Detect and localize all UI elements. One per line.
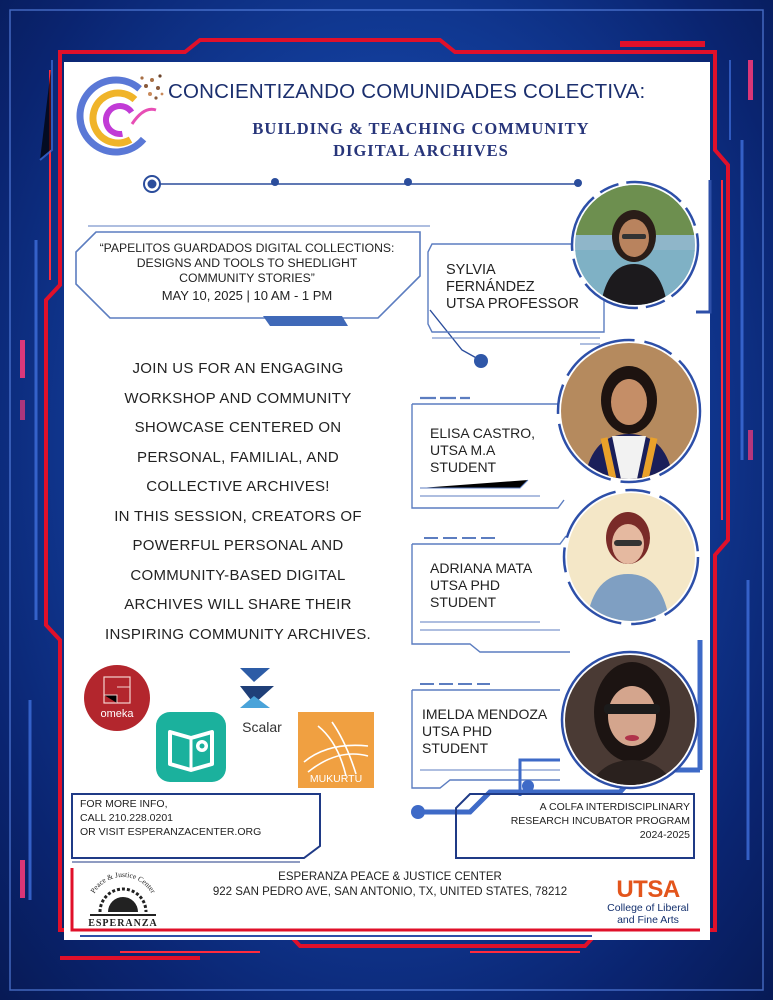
speaker-3-line-1: ADRIANA MATA [430, 560, 533, 576]
footer-street: 922 SAN PEDRO AVE, SAN ANTONIO, TX, UNITED STATES, 78212 [212, 886, 568, 898]
speaker-4-line-2: UTSA PHD [422, 723, 493, 739]
description-line: POWERFUL PERSONAL AND [132, 537, 344, 554]
info-phone: CALL 210.228.0201 [80, 812, 174, 824]
program-line-2: RESEARCH INCUBATOR PROGRAM [510, 815, 690, 827]
speaker-2-name [430, 425, 535, 476]
session-line-3: COMMUNITY STORIES” [179, 271, 315, 285]
speaker-1-name [446, 262, 579, 313]
program-years: 2024-2025 [639, 829, 690, 841]
speaker-4-photo [560, 650, 700, 790]
speaker-1-line-3: UTSA PROFESSOR [446, 296, 579, 312]
description-line: IN THIS SESSION, CREATORS OF [114, 507, 362, 525]
subtitle [196, 118, 646, 162]
esperanza-logo [78, 870, 168, 930]
page-title: CONCIENTIZANDO COMUNIDADES COLECTIVA: [168, 80, 646, 103]
description-line: COLLECTIVE ARCHIVES! [146, 478, 330, 495]
speaker-3-line-2: UTSA PHD [430, 577, 501, 593]
omeka-label: omeka [100, 708, 134, 720]
footer-address [120, 870, 660, 900]
session-line-1: “PAPELITOS GUARDADOS DIGITAL COLLECTIONS: [99, 241, 395, 255]
session-title [76, 241, 418, 303]
description-line: ARCHIVES WILL SHARE THEIR [124, 596, 352, 613]
description-line: JOIN US FOR AN ENGAGING [132, 360, 344, 377]
scalar-logo [234, 668, 290, 738]
scalar-label: Scalar [242, 719, 282, 735]
speaker-4-name [422, 706, 547, 757]
utsa-college-line-1: College of Liberal [607, 902, 689, 914]
session-date: MAY 10, 2025 | 10 AM - 1 PM [161, 288, 333, 303]
description-line: COMMUNITY-BASED DIGITAL [130, 566, 346, 584]
utsa-college-line-2: and Fine Arts [617, 914, 679, 926]
esperanza-name: ESPERANZA [88, 918, 158, 929]
utsa-logo [596, 878, 700, 926]
event-description [88, 354, 388, 649]
speaker-1-photo [570, 180, 700, 310]
program-info [468, 800, 690, 842]
program-line-1: A COLFA INTERDISCIPLINARY [539, 801, 690, 813]
mukurtu-label: MUKURTU [309, 773, 363, 785]
omeka-logo [84, 665, 150, 731]
esperanza-arc-text: Peace & Justice Center [88, 870, 158, 895]
description-line: WORKSHOP AND COMMUNITY [124, 389, 352, 407]
footer-org: ESPERANZA PEACE & JUSTICE CENTER [278, 871, 502, 883]
speaker-2-line-3: STUDENT [430, 459, 497, 475]
speaker-2-line-1: ELISA CASTRO, [430, 425, 536, 441]
map-book-icon [156, 712, 226, 782]
utsa-wordmark: UTSA [616, 876, 680, 903]
contact-info [80, 797, 320, 839]
description-line: INSPIRING COMMUNITY ARCHIVES. [105, 625, 371, 643]
colectiva-logo [76, 66, 168, 158]
speaker-3-name [430, 560, 532, 611]
speaker-2-photo [556, 338, 702, 484]
speaker-4-line-1: IMELDA MENDOZA [422, 706, 548, 722]
speaker-3-line-3: STUDENT [430, 594, 497, 610]
description-line: SHOWCASE CENTERED ON [134, 419, 342, 436]
speaker-4-line-3: STUDENT [422, 740, 489, 756]
info-website: OR VISIT ESPERANZACENTER.ORG [80, 826, 262, 838]
info-line-1: FOR MORE INFO, [80, 798, 168, 810]
mukurtu-logo [298, 712, 374, 788]
session-line-2: DESIGNS AND TOOLS TO SHEDLIGHT [136, 256, 358, 270]
subtitle-line-1: BUILDING & TEACHING COMMUNITY [252, 119, 590, 138]
subtitle-line-2: DIGITAL ARCHIVES [333, 141, 509, 160]
description-line: PERSONAL, FAMILIAL, AND [137, 448, 339, 466]
speaker-1-line-1: SYLVIA [446, 262, 496, 278]
speaker-2-line-2: UTSA M.A [430, 442, 496, 458]
speaker-3-photo [562, 488, 700, 626]
speaker-1-line-2: FERNÁNDEZ [446, 279, 535, 295]
